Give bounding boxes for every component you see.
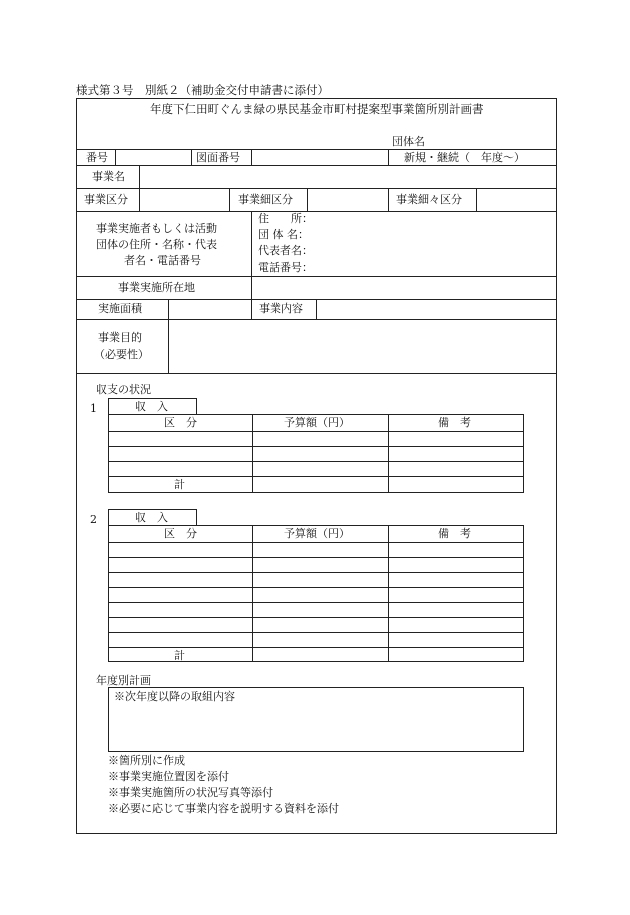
sec2-label: 収 入 (135, 511, 168, 524)
note-4: ※必要に応じて事業内容を説明する資料を添付 (108, 802, 339, 815)
saisaikubun-label: 事業細々区分 (396, 193, 462, 206)
sec2-col2: 予算額（円） (284, 527, 350, 540)
sec2-table (108, 525, 524, 662)
sec1-total: 計 (174, 478, 185, 491)
implementer-line1: 事業実施者もしくは活動 (96, 222, 217, 235)
purpose-line1: 事業目的 (98, 331, 142, 344)
form-label: 様式第３号 別紙２（補助金交付申請書に添付） (76, 83, 329, 97)
location-label: 事業実施所在地 (118, 281, 195, 294)
addr-dantai: 団 体 名： (258, 228, 309, 241)
sec2-num: 2 (90, 513, 97, 526)
jigyokubun-label: 事業区分 (84, 193, 128, 206)
implementer-line3: 者名・電話番号 (124, 254, 201, 267)
jigyomei-label: 事業名 (92, 170, 125, 183)
sec1-col3: 備 考 (438, 416, 471, 429)
note-2: ※事業実施位置図を添付 (108, 770, 229, 783)
purpose-line2: （必要性） (94, 348, 149, 361)
content-label: 事業内容 (259, 302, 303, 315)
sec1-num: 1 (90, 402, 97, 415)
org-label: 団体名 (392, 135, 425, 148)
shushi-label: 収支の状況 (96, 383, 151, 396)
page-title: 年度下仁田町ぐんま緑の県民基金市町村提案型事業箇所別計画書 (150, 102, 484, 116)
sec2-col3: 備 考 (438, 527, 471, 540)
zumen-label: 図面番号 (196, 151, 240, 164)
sec1-col2: 予算額（円） (284, 416, 350, 429)
addr-jusho: 住 所： (258, 212, 313, 225)
note-1: ※箇所別に作成 (108, 754, 185, 767)
addr-daihyo: 代表者名： (258, 244, 313, 257)
sec2-col1: 区 分 (164, 527, 197, 540)
addr-tel: 電話番号： (258, 261, 313, 274)
shinki-label: 新規・継続（ 年度〜） (404, 151, 525, 164)
sec2-total: 計 (174, 649, 185, 662)
nendo-note: ※次年度以降の取組内容 (114, 690, 235, 703)
nendo-label: 年度別計画 (96, 674, 151, 687)
implementer-line2: 団体の住所・名称・代表 (96, 238, 217, 251)
note-3: ※事業実施箇所の状況写真等添付 (108, 786, 273, 799)
saikubun-label: 事業細区分 (238, 193, 293, 206)
sec1-label: 収 入 (135, 400, 168, 413)
bango-label: 番号 (86, 151, 108, 164)
sec1-col1: 区 分 (164, 416, 197, 429)
area-label: 実施面積 (98, 302, 142, 315)
